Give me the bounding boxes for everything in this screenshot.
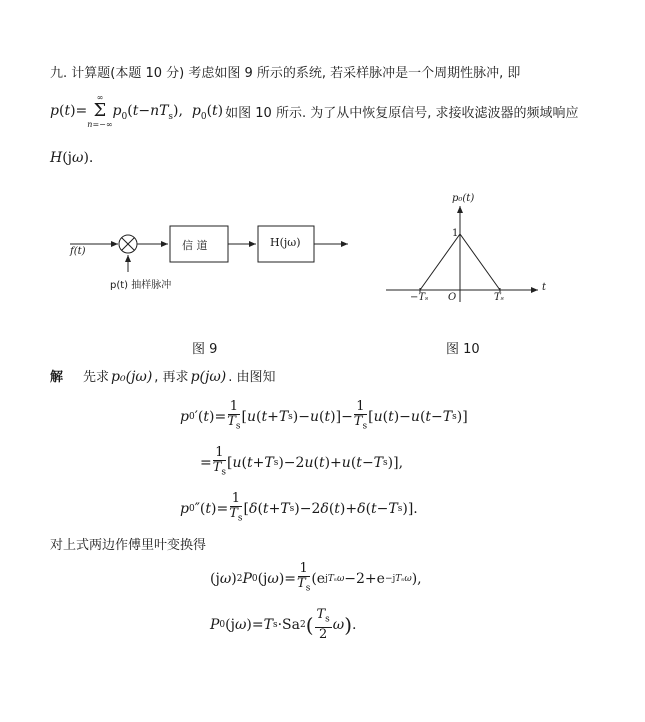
equation-first-derivative: p 0 ′( t )= $\frac{1}{T_s}$ [ u ( t + T s )− u ( t )]− $\frac{1}{T_s}$ [ u ( t )− u ( t − T s )] [180, 399, 468, 432]
equation-fourier-second-derivative: (j ω ) 2 P 0 (j ω )= $\frac{1}{T_s}$ (e jTₛω −2+e −jTₛω ), [210, 561, 422, 594]
fig10-origin-label: O [448, 292, 457, 303]
fig10-x-axis-label: t [542, 282, 547, 293]
fig9-channel-block-label: 信 道 [182, 239, 208, 252]
fig10-y-axis-label: p₀(t) [452, 193, 475, 204]
problem-line-2 [50, 94, 578, 128]
solution-heading: 解 [50, 370, 64, 385]
solution-intro-d: p(jω) [190, 369, 227, 385]
solution-intro-e: . 由图知 [228, 370, 276, 385]
fig10-right-tick-label: Tₛ [494, 292, 505, 303]
figure-9-block-diagram [60, 210, 360, 300]
fig9-caption: 图 9 [192, 342, 218, 357]
fig9-filter-block-label: H(jω) [270, 236, 301, 249]
fig10-left-tick-label: −Tₛ [410, 292, 429, 303]
equation-first-derivative-simplified: = $\frac{1}{T_s}$ [ u ( t + T s )−2 u ( t )+ u ( t − T s )], [200, 445, 404, 478]
problem-line-1: 九. 计算题(本题 10 分) 考虑如图 9 所示的系统, 若采样脉冲是一个周期性脉冲, 即 [50, 66, 521, 81]
solution-intro-a: 先求 [83, 370, 110, 385]
solution-intro-b: p₀(jω) [111, 369, 153, 385]
solution-intro [50, 366, 275, 385]
equation-p0-spectrum: P 0 (j ω )= T s ·Sa 2 ( $\frac{T_s}{2}$ ω ) . [210, 607, 357, 642]
fig9-input-label: f(t) [70, 246, 86, 257]
problem-line-2-text: 如图 10 所示. 为了从中恢复原信号, 求接收滤波器的频域响应 [225, 105, 579, 121]
figure-10-triangle-pulse [380, 190, 550, 315]
fig10-peak-label: 1 [452, 228, 459, 239]
fig10-caption: 图 10 [446, 342, 480, 357]
fig9-sampler-label: p(t) 抽样脉冲 [110, 280, 172, 291]
solution-intro-c: , 再求 [154, 370, 189, 385]
problem-line-3: H(jω). [50, 150, 94, 166]
periodic-pulse-formula: p(t)= ∞ Σ n=−∞ $p_0(t-nT_s)$, $p_0(t)$ [50, 93, 224, 129]
fourier-transform-text: 对上式两边作傅里叶变换得 [50, 538, 207, 553]
equation-second-derivative: p 0 ″( t )= $\frac{1}{T_s}$ [ δ ( t + T s )−2 δ ( t )+ δ ( t − T s )]. [180, 491, 418, 524]
